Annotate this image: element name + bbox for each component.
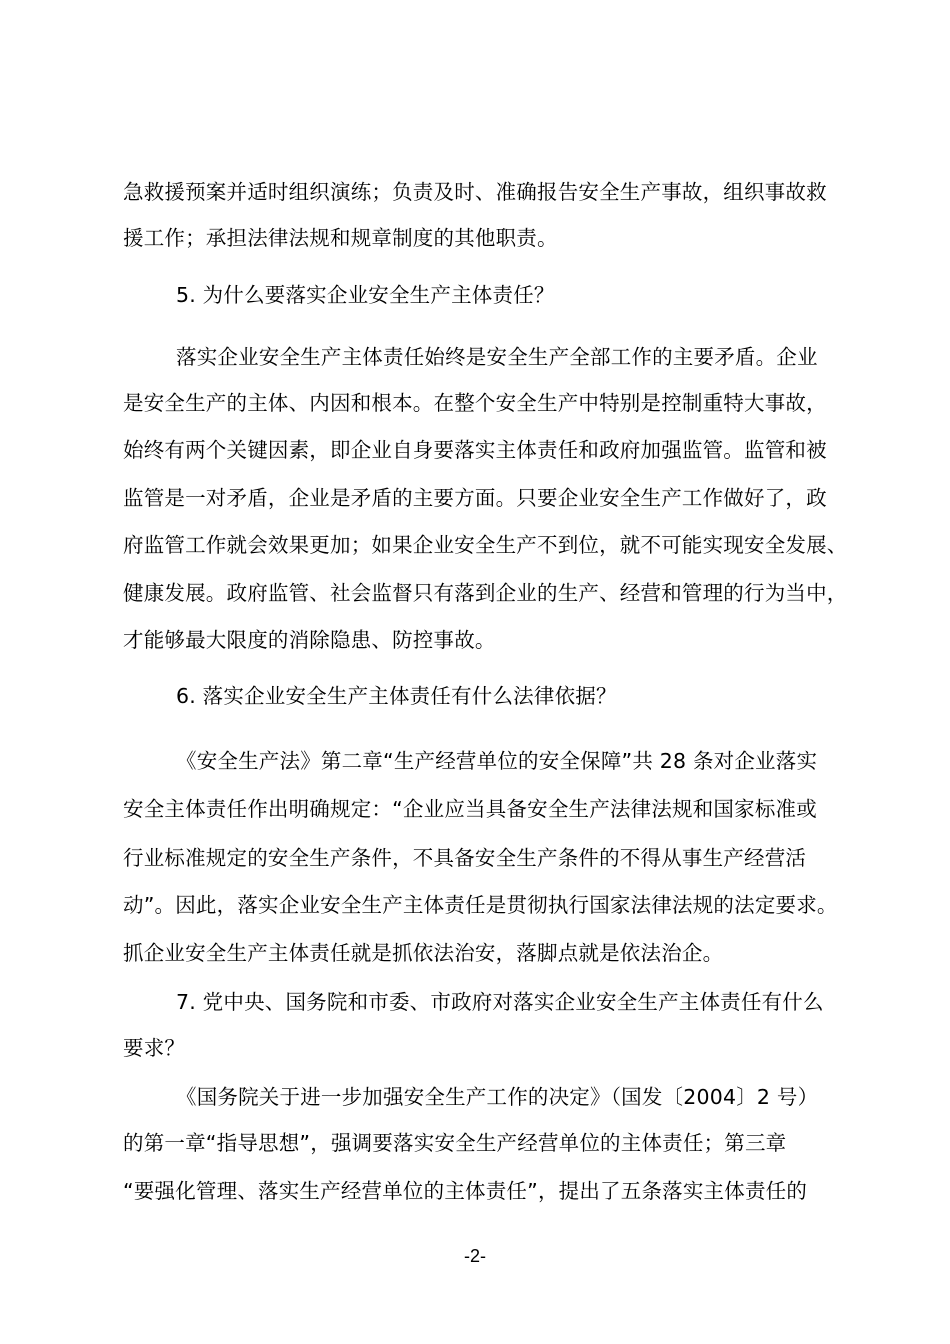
- text-line: 健康发展。政府监管、社会监督只有落到企业的生产、经营和管理的行为当中，: [123, 581, 848, 605]
- question-heading: 5. 为什么要落实企业安全生产主体责任？: [176, 283, 555, 307]
- text-line: 急救援预案并适时组织演练；负责及时、准确报告安全生产事故，组织事故救: [123, 180, 827, 204]
- text-line: 安全主体责任作出明确规定：“企业应当具备安全生产法律法规和国家标准或: [123, 797, 817, 821]
- text-line: 落实企业安全生产主体责任始终是安全生产全部工作的主要矛盾。企业: [176, 345, 818, 369]
- text-line: “要强化管理、落实生产经营单位的主体责任”，提出了五条落实主体责任的: [123, 1179, 808, 1203]
- question-heading: 7. 党中央、国务院和市委、市政府对落实企业安全生产主体责任有什么: [176, 990, 824, 1014]
- question-heading: 6. 落实企业安全生产主体责任有什么法律依据？: [176, 684, 617, 708]
- text-line: 《安全生产法》第二章“生产经营单位的安全保障”共 28 条对企业落实: [176, 749, 818, 773]
- text-line: 动”。因此，落实企业安全生产主体责任是贯彻执行国家法律法规的法定要求。: [123, 893, 838, 917]
- page-number: -2-: [464, 1246, 486, 1266]
- text-line: 的第一章“指导思想”，强调要落实安全生产经营单位的主体责任；第三章: [123, 1131, 787, 1155]
- text-line: 府监管工作就会效果更加；如果企业安全生产不到位，就不可能实现安全发展、: [123, 533, 848, 557]
- text-line: 行业标准规定的安全生产条件，不具备安全生产条件的不得从事生产经营活: [123, 846, 807, 870]
- question-heading-continued: 要求？: [123, 1036, 186, 1060]
- text-line: 监管是一对矛盾，企业是矛盾的主要方面。只要企业安全生产工作做好了，政: [123, 486, 827, 510]
- text-line: 才能够最大限度的消除隐患、防控事故。: [123, 628, 496, 652]
- text-line: 是安全生产的主体、内因和根本。在整个安全生产中特别是控制重特大事故，: [123, 391, 827, 415]
- text-line: 始终有两个关键因素，即企业自身要落实主体责任和政府加强监管。监管和被: [123, 438, 827, 462]
- text-line: 援工作；承担法律法规和规章制度的其他职责。: [123, 226, 558, 250]
- text-line: 抓企业安全生产主体责任就是抓依法治安，落脚点就是依法治企。: [123, 941, 724, 965]
- text-line: 《国务院关于进一步加强安全生产工作的决定》（国发〔2004〕2 号）: [176, 1085, 819, 1109]
